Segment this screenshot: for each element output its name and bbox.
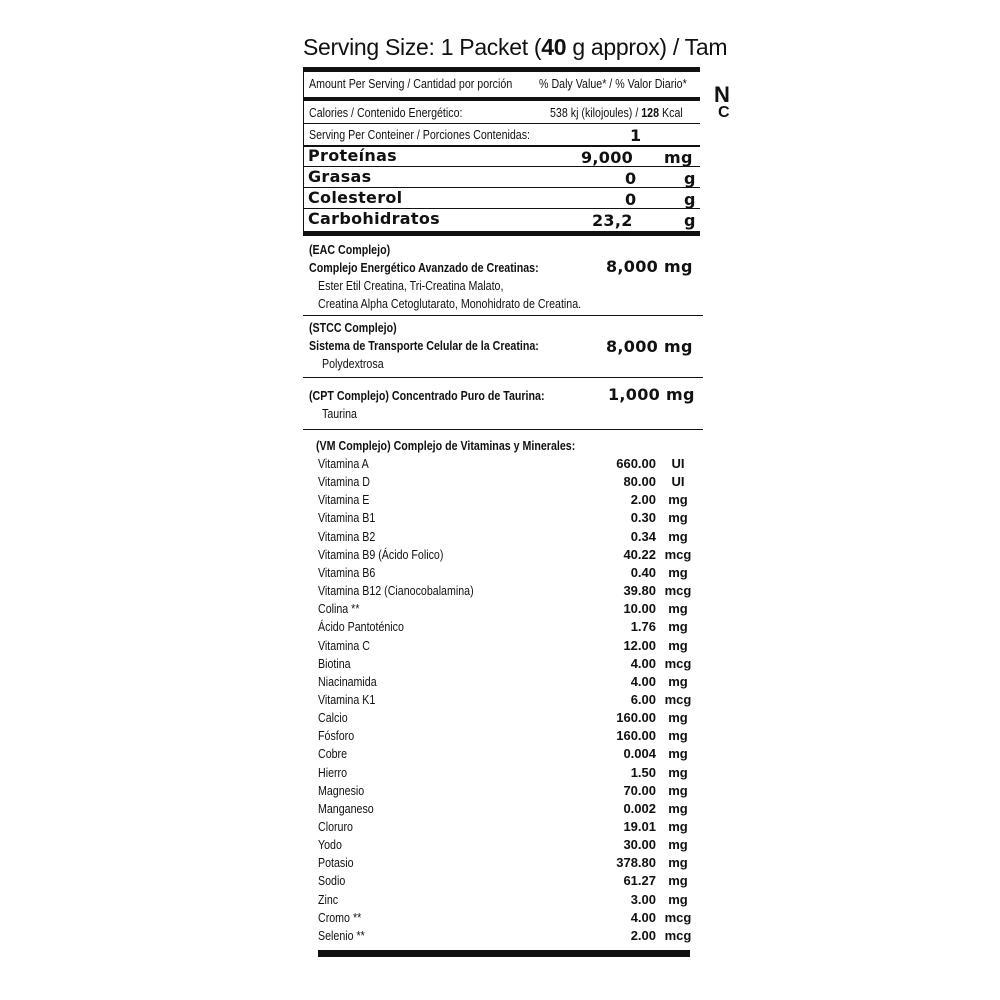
macro-name-fats: Grasas xyxy=(308,167,372,186)
macro-value-cholesterol: 0 xyxy=(625,190,637,209)
vm-item-value: 160.00 xyxy=(616,728,656,743)
eac-title: Complejo Energético Avanzado de Creatinas: xyxy=(309,260,539,275)
vm-item-unit: mg xyxy=(668,783,688,798)
vm-item-unit: mg xyxy=(668,728,688,743)
vm-item-unit: UI xyxy=(671,456,685,471)
macro-name-proteins: Proteínas xyxy=(308,146,398,165)
vm-item-unit: mg xyxy=(668,819,688,834)
stcc-amount: 8,000 mg xyxy=(606,337,693,356)
vm-item-value: 4.00 xyxy=(630,910,656,925)
vm-item-value: 19.01 xyxy=(623,819,656,834)
vm-item-value: 61.27 xyxy=(623,873,656,888)
serving-size-heading xyxy=(303,34,727,61)
cpt-amount: 1,000 mg xyxy=(608,385,695,404)
macro-unit-proteins: mg xyxy=(664,148,693,167)
vm-item-unit: mg xyxy=(668,746,688,761)
vm-item-name: Niacinamida xyxy=(318,674,377,689)
rule-under-stcc xyxy=(303,377,703,378)
vm-item-value: 6.00 xyxy=(630,692,656,707)
vm-item-unit: mg xyxy=(668,765,688,780)
macro-value-carbs: 23,2 xyxy=(592,211,633,230)
vm-item-unit: mg xyxy=(668,510,688,525)
vm-item-unit: mg xyxy=(668,619,688,634)
vm-item-name: Yodo xyxy=(318,837,342,852)
vm-item-unit: mg xyxy=(668,801,688,816)
vm-item-name: Cobre xyxy=(318,746,348,761)
vm-item-unit: mg xyxy=(668,837,688,852)
vm-item-unit: mg xyxy=(668,601,688,616)
vm-item-name: Manganeso xyxy=(318,801,374,816)
macro-unit-fats: g xyxy=(684,169,696,188)
vm-item-value: 30.00 xyxy=(623,837,656,852)
vm-item-value: 660.00 xyxy=(616,456,656,471)
vm-item-name: Vitamina E xyxy=(318,492,370,507)
vm-item-value: 160.00 xyxy=(616,710,656,725)
vm-item-value: 39.80 xyxy=(623,583,656,598)
table-left-border xyxy=(303,67,304,236)
vm-item-unit: mcg xyxy=(664,656,692,671)
vm-item-value: 3.00 xyxy=(630,892,656,907)
rule-under-calories xyxy=(303,123,700,124)
vm-item-name: Vitamina C xyxy=(318,638,370,653)
amount-per-serving-label: Amount Per Serving / Cantidad por porción xyxy=(309,76,513,91)
vm-item-value: 40.22 xyxy=(623,547,656,562)
eac-ingredients-line2: Creatina Alpha Cetoglutarato, Monohidrato de Creatina. xyxy=(318,296,582,311)
vm-item-name: Selenio ** xyxy=(318,928,365,943)
rule-under-eac xyxy=(303,315,703,316)
vm-item-value: 2.00 xyxy=(630,928,656,943)
vm-item-value: 2.00 xyxy=(630,492,656,507)
vm-item-value: 0.30 xyxy=(630,510,656,525)
vm-item-value: 4.00 xyxy=(630,674,656,689)
eac-tag: (EAC Complejo) xyxy=(309,242,391,257)
vm-item-value: 12.00 xyxy=(623,638,656,653)
serving-size-prefix: Serving Size: 1 Packet ( xyxy=(303,34,542,60)
vm-item-name: Biotina xyxy=(318,656,351,671)
vm-item-unit: mg xyxy=(668,873,688,888)
vm-item-unit: mcg xyxy=(664,928,692,943)
rule-under-cpt xyxy=(303,429,703,430)
vm-item-unit: mg xyxy=(668,565,688,580)
vm-item-name: Colina ** xyxy=(318,601,360,616)
daily-value-label: % Daly Value* / % Valor Diario* xyxy=(539,76,687,91)
clipped-panel-letter-n: N xyxy=(714,82,730,107)
macro-name-carbs: Carbohidratos xyxy=(308,209,440,228)
vm-item-unit: UI xyxy=(671,474,685,489)
vm-item-name: Hierro xyxy=(318,765,348,780)
stcc-tag: (STCC Complejo) xyxy=(309,320,397,335)
vm-item-value: 378.80 xyxy=(616,855,656,870)
vm-item-unit: mg xyxy=(668,855,688,870)
macro-value-proteins: 9,000 xyxy=(581,148,634,167)
vm-item-unit: mcg xyxy=(664,583,692,598)
clipped-panel-letter-c: C xyxy=(718,104,730,121)
servings-label: Serving Per Conteiner / Porciones Contenidas: xyxy=(309,127,531,142)
vm-item-unit: mg xyxy=(668,710,688,725)
table-bottom-bar xyxy=(318,950,690,957)
vm-item-value: 4.00 xyxy=(630,656,656,671)
vm-item-value: 1.76 xyxy=(630,619,656,634)
vm-item-name: Cloruro xyxy=(318,819,353,834)
macro-unit-carbs: g xyxy=(684,211,696,230)
macro-unit-cholesterol: g xyxy=(684,190,696,209)
vm-item-unit: mg xyxy=(668,892,688,907)
vm-item-name: Sodio xyxy=(318,873,346,888)
vm-item-value: 70.00 xyxy=(623,783,656,798)
vm-item-name: Vitamina B12 (Cianocobalamina) xyxy=(318,583,474,598)
vm-item-value: 0.40 xyxy=(630,565,656,580)
vm-item-value: 80.00 xyxy=(623,474,656,489)
vm-item-name: Vitamina K1 xyxy=(318,692,376,707)
rule-under-amount xyxy=(303,97,700,101)
vm-item-unit: mg xyxy=(668,529,688,544)
serving-size-suffix: g approx) / Tam xyxy=(566,34,728,60)
vm-item-name: Vitamina B2 xyxy=(318,529,376,544)
vm-item-unit: mcg xyxy=(664,692,692,707)
stcc-title: Sistema de Transporte Celular de la Creatina: xyxy=(309,338,539,353)
vm-item-name: Vitamina D xyxy=(318,474,370,489)
vm-item-value: 0.002 xyxy=(623,801,656,816)
vm-item-name: Calcio xyxy=(318,710,348,725)
vm-item-value: 10.00 xyxy=(623,601,656,616)
table-bottom-rule xyxy=(303,231,700,236)
cpt-title: (CPT Complejo) Concentrado Puro de Taurina: xyxy=(309,388,545,403)
vm-item-unit: mg xyxy=(668,492,688,507)
calories-value: 538 kj (kilojoules) / 128 Kcal xyxy=(550,105,683,120)
vm-item-name: Magnesio xyxy=(318,783,365,798)
vm-item-unit: mg xyxy=(668,638,688,653)
macro-name-cholesterol: Colesterol xyxy=(308,188,403,207)
vm-title: (VM Complejo) Complejo de Vitaminas y Minerales: xyxy=(316,438,576,453)
eac-ingredients-line1: Ester Etil Creatina, Tri-Creatina Malato, xyxy=(318,278,504,293)
vm-item-name: Potasio xyxy=(318,855,354,870)
vm-item-name: Zinc xyxy=(318,892,339,907)
vm-item-value: 0.004 xyxy=(623,746,656,761)
vm-item-unit: mg xyxy=(668,674,688,689)
vm-item-value: 1.50 xyxy=(630,765,656,780)
servings-value: 1 xyxy=(630,126,642,145)
vm-item-name: Cromo ** xyxy=(318,910,362,925)
stcc-ingredient: Polydextrosa xyxy=(322,356,384,371)
vm-item-unit: mcg xyxy=(664,547,692,562)
vm-item-name: Vitamina B1 xyxy=(318,510,376,525)
table-top-rule xyxy=(303,67,700,72)
vm-item-name: Vitamina A xyxy=(318,456,369,471)
vm-item-name: Fósforo xyxy=(318,728,355,743)
serving-size-grams: 40 xyxy=(541,34,567,60)
macro-value-fats: 0 xyxy=(625,169,637,188)
vm-item-name: Ácido Pantoténico xyxy=(318,619,404,634)
vm-item-value: 0.34 xyxy=(630,529,656,544)
eac-amount: 8,000 mg xyxy=(606,257,693,276)
vm-item-name: Vitamina B9 (Ácido Folico) xyxy=(318,547,444,562)
vm-item-name: Vitamina B6 xyxy=(318,565,376,580)
vm-item-unit: mcg xyxy=(664,910,692,925)
calories-label: Calories / Contenido Energético: xyxy=(309,105,463,120)
cpt-ingredient: Taurina xyxy=(322,406,357,421)
